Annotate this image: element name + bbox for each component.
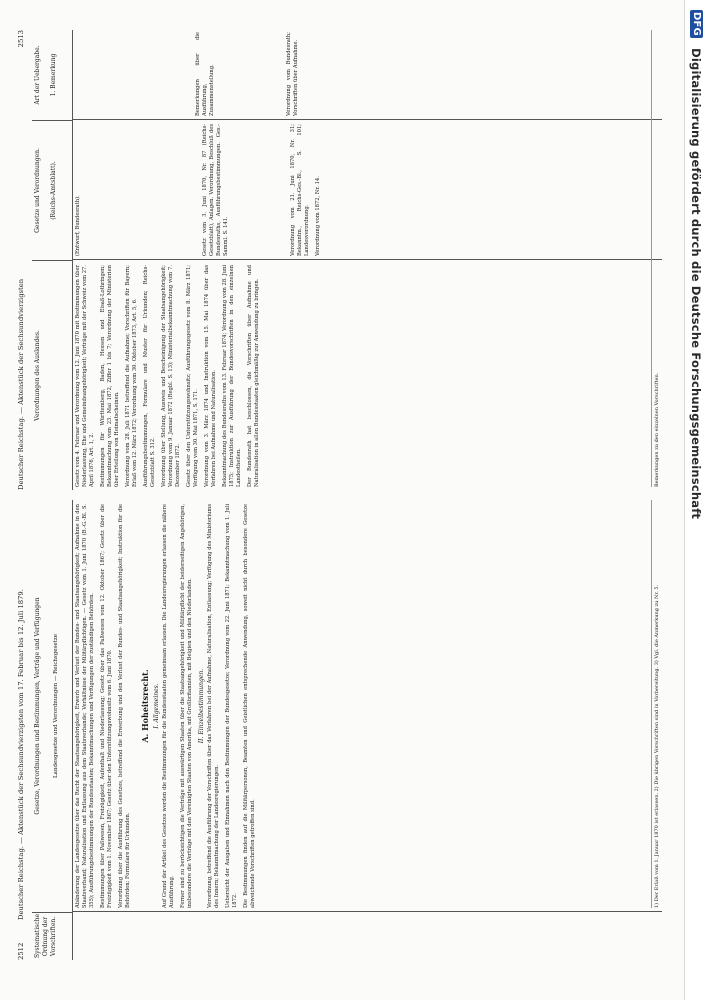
left-text-column bbox=[75, 504, 632, 908]
paragraph: Verordnung vom Bundesrath; Vorschriften über Aufnahme. bbox=[286, 32, 299, 116]
paragraph: Bekanntmachung des Bundesraths vom 13. Februar 1874; Verordnung vom 28. Juni 1875; Instruktion zur Ausführung der Bundesvorschriften in den einzelnen Landestheilen. bbox=[222, 265, 242, 487]
header-sublabel: 1. Bemerkung bbox=[50, 53, 57, 97]
running-head bbox=[18, 30, 30, 960]
paragraph: Verordnung vom 21. Juni 1870, Nr. 31; Bekanntm., Reichs-Ges.-Bl., S. 101; Landesverordnung. bbox=[290, 124, 310, 256]
subsection-heading: II. Einzelbestimmungen. bbox=[198, 668, 205, 744]
paragraph: Bestimmungen über Paßwesen, Freizügigkeit, Aufenthalt und Niederlassung; Gesetz über das Paßwesen vom 12. Oktober 1867; Gesetz über die Freizügigkeit vom 1. November 1867; Gesetz über den Unterstützungswohnsitz vom 6. Juni 1870. bbox=[100, 504, 113, 908]
dfg-credit-text bbox=[689, 10, 703, 990]
paragraph: Bemerkungen über die Ausführung, Zusammenstellung. bbox=[195, 32, 215, 116]
paragraph: Ferner sind zu berücksichtigen die Verträge mit auswärtigen Staaten über die Staatsangehörigkeit und Militärpflicht der beiderseitigen Angehörigen, insbesondere die Verträge mit den Vereinigten Staaten von Amerika, mit Großbritannien, mit Belgien und den Niederlanden. bbox=[180, 504, 193, 908]
left-page bbox=[32, 500, 662, 960]
paragraph: Gesetz vom 3. Juni 1870, Nr. 87 (Reichs-Gesetzblatt), Anlagen. Verordnung, Beschluß des Bundesraths, Ausführungsbestimmungen. Ges.-Samml. S. 141. bbox=[202, 124, 229, 256]
paragraph: Bestimmungen für Württemberg, Baden, Hessen und Elsaß-Lothringen; Bekanntmachung vom 23. Mai 1872, Ziffer 1 bis 7; Verordnung der Ministerien über Erteilung von Heimatscheinen. bbox=[100, 265, 120, 487]
running-title-left: Deutscher Reichstag. — Aktenstück der Sechsundvierzigsten vom 17. Februar bis 12. Juli 1879. bbox=[17, 589, 25, 920]
header-cell bbox=[32, 260, 72, 490]
column-rule bbox=[73, 119, 662, 120]
column-rule bbox=[73, 259, 662, 260]
right-text-column-1 bbox=[75, 265, 632, 487]
header-cell bbox=[32, 120, 72, 260]
header-cell bbox=[32, 500, 72, 912]
header-label: Systematische Ordnung der Vorschriften. bbox=[34, 914, 57, 958]
paragraph: Die Bestimmungen finden auf die Militärpersonen, Beamten und Geistlichen entsprechende Anwendung, soweit nicht durch besondere Gesetze abweichende Vorschriften getroffen sind. bbox=[243, 504, 256, 908]
paragraph: Gesetz über den Unterstützungswohnsitz; Ausführungsgesetz vom 8. März 1871; Verfügung vom 30. Mai 1871, S. 171. bbox=[186, 265, 199, 487]
paragraph: Auf Grund der Artikel des Gesetzes werden die Bestimmungen für die Bundesstaaten gemeinsam erlassen. Die Landesregierungen erlassen die nähere Ausführung. bbox=[162, 504, 175, 908]
paragraph: Verordnung vom 1872, Nr. 14. bbox=[315, 176, 321, 256]
paragraph: Der Bundesrath hat beschlossen, die Vorschriften über Aufnahme und Naturalisation in allen Bundesstaaten gleichmäßig zur Anwendung zu bringen. bbox=[247, 265, 260, 487]
right-text-column-2 bbox=[75, 124, 632, 256]
column-rule bbox=[73, 911, 662, 912]
table-header-left bbox=[32, 500, 73, 960]
footnote: Bemerkungen zu den einzelnen Vorschriften. bbox=[651, 30, 661, 487]
header-cell bbox=[32, 912, 72, 960]
paragraph: Abänderung der Landesgesetze über das Recht der Staatsangehörigkeit, Erwerb und Verlust der Bundes- und Staatsangehörigkeit; Aufnahme in den Staatsverband; Naturalisation und Entlassung aus dem Staatsverbande; Verhältnisse der Militärpflichtigen. — Gesetz vom 1. Juni 1870 (B.-G.-Bl. S. 355); Ausführungsbestimmungen der Bundesstaaten; Bekanntmachungen und Verfügungen der zuständigen Behörden. bbox=[75, 504, 95, 908]
subsection-heading: I. Allgemeines. bbox=[153, 683, 160, 729]
page-number-left: 2512 bbox=[17, 942, 25, 960]
paragraph: Uebersicht der Ausgaben und Einnahmen nach den Bestimmungen der Bundesgesetze; Verordnung vom 22. Juni 1871; Bekanntmachung vom 1. Juli 1872. bbox=[225, 504, 238, 908]
table-body-right bbox=[73, 30, 662, 490]
header-label: Art der Uebergabe. bbox=[34, 45, 41, 105]
paragraph: (Entwurf, Bundesrath). bbox=[75, 195, 81, 256]
footnote: 1) Der Erlaß vom 1. Januar 1870 ist erlassen. 2) Die übrigen Vorschriften sind in Vorbereitung. 3) Vgl. die Anmerkung zu Nr. 5. bbox=[651, 500, 661, 908]
header-sublabel: Landesgesetze und Verordnungen — Reichsgesetze bbox=[53, 634, 59, 778]
paragraph: Verordnung vom 3. März 1874 und Instruktion vom 15. Mai 1874 über das Verfahren bei Aufnahme und Naturalisation. bbox=[204, 265, 217, 487]
rotated-document bbox=[18, 30, 668, 960]
dfg-logo-icon: DFG bbox=[691, 12, 702, 36]
page-number-right: 2513 bbox=[17, 30, 25, 48]
dfg-sidebar bbox=[684, 0, 707, 1000]
paragraph: Verordnung über Stellung, Ausweis und Bescheinigung der Staatsangehörigkeit; Verordnung vom 9. Januar 1872 (Regbl. S. 13); Ministerialbekanntmachung vom 7. Dezember 1872. bbox=[161, 265, 181, 487]
header-sublabel: (Reichs-Amtsblatt). bbox=[50, 161, 57, 220]
table-body-left bbox=[73, 500, 662, 960]
paragraph: Verordnung über die Ausführung des Gesetzes, betreffend die Erwerbung und den Verlust der Bundes- und Staatsangehörigkeit; Instruktion für die Behörden; Formulare für Urkunden. bbox=[118, 504, 131, 908]
header-cell bbox=[32, 30, 72, 120]
header-label: Gesetze, Verordnungen und Bestimmungen, Verträge und Verfügungen bbox=[34, 597, 41, 815]
running-title-right: Deutscher Reichstag. — Aktenstück der Sechsundvierzigsten bbox=[17, 278, 25, 490]
paragraph: Ausführungsbestimmungen, Formulare und Muster für Urkunden; Reichs-Gesetzblatt S. 312. bbox=[143, 265, 156, 487]
header-label: Gesetze und Verordnungen. bbox=[34, 148, 41, 233]
paragraph: Gesetz vom 4. Februar und Verordnung vom 12. Juni 1870 mit Bestimmungen über Niederlassung, Ehe und Gemeindeangehörigkeit; Verträge mit der Schweiz vom 27. April 1876, Art. 1, 2. bbox=[75, 265, 95, 487]
paragraph: Verordnung, betreffend die Ausführung der Vorschriften über das Verfahren bei der Aufnahme, Naturalisation, Entlassung; Verfügung des Ministeriums des Innern; Bekanntmachung der Landesregierungen. bbox=[207, 504, 220, 908]
table-header-right bbox=[32, 30, 73, 490]
section-heading: A. Hoheitsrecht. bbox=[140, 669, 150, 743]
dfg-credit-label: Digitalisierung gefördert durch die Deutsche Forschungsgemeinschaft bbox=[689, 48, 703, 520]
header-label: Verordnungen des Auslandes. bbox=[34, 330, 41, 421]
right-page bbox=[32, 30, 662, 490]
right-text-column-3 bbox=[75, 32, 632, 116]
paragraph: Verordnung vom 28. Juli 1871 betreffend die Aufnahme; Vorschriften für Bayern; Erlaß vom 12. März 1872; Verordnung vom 30. Oktober 1873, Art. 5, 6. bbox=[125, 265, 138, 487]
